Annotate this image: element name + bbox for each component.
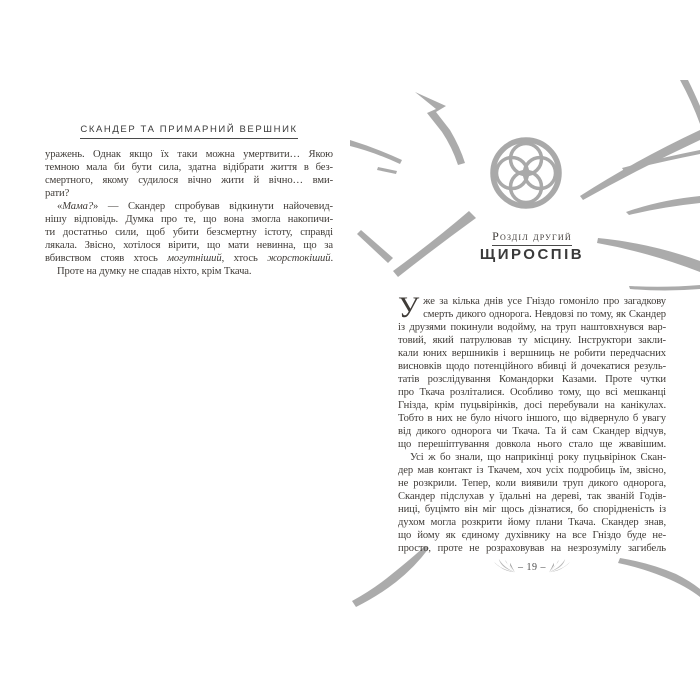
- left-page-body: [45, 148, 333, 278]
- running-header: [45, 124, 333, 139]
- brush-stroke: [415, 92, 465, 165]
- paragraph: [398, 451, 666, 555]
- page-number: – 19 –: [518, 562, 546, 573]
- chapter-title: ЩИРОСПІВ: [479, 246, 585, 263]
- text-line: кали юних вершників і вершниць не робити передчасних: [398, 348, 666, 359]
- left-page: [45, 124, 333, 277]
- paragraph: [45, 200, 333, 265]
- text-line: Тобто в них не було нічого іншого, що відвернуло б увагу: [398, 413, 666, 424]
- right-page: [350, 80, 700, 640]
- text-line: духом могла розкрити йому плани Ткача. Скандер знав,: [398, 517, 666, 528]
- text-line: «Мама?» — Скандер спробував відкинути найочевид-: [57, 201, 333, 212]
- text-line: із друзями покинули водойму, на труп наштовхнувся вар-: [398, 322, 666, 333]
- text-line: уражень. Однак якщо їх таки можна умертвити… Якою: [45, 149, 333, 160]
- text-line: не розкрили. Тепер, коли виявили труп дикого однорога,: [398, 478, 666, 489]
- text-line: же за кілька днів усе Гніздо гомоніло про загадкову: [423, 296, 666, 307]
- text-line: Гнізда, крім пуцьвірінків, досі перебували на канікулах.: [398, 400, 666, 411]
- text-line: дер мав контакт із Ткачем, хоч усіх подробиць їм, звісно,: [398, 465, 666, 476]
- brush-stroke: [352, 546, 429, 607]
- text-line: темною мала би бути сила, здатна відібрати життя в без-: [45, 162, 333, 173]
- text-line: смерть дикого однорога. Невдовзі по тому, як Скандер: [423, 309, 666, 320]
- brush-stroke: [357, 230, 393, 263]
- brush-stroke: [680, 80, 700, 124]
- text-line: вбивством стояв хтось могутніший, хтось жорстокіший.: [45, 253, 333, 264]
- text-line: від дикого однорога чи Ткача. Та й сам Скандер відчув,: [398, 426, 666, 437]
- text-line: ти достатньо сили, щоб убити безсмертну істоту, справді: [45, 227, 333, 238]
- text-line: нішу відповідь. Думка про те, що вона змогла накопичи-: [45, 214, 333, 225]
- chapter-label-row: [398, 227, 666, 246]
- text-line: Скандер підслухав у їдальні на дереві, так званій Годів-: [398, 491, 666, 502]
- paragraph: [45, 148, 333, 200]
- text-line: просто, проте не розраховував на незрозумілу загибель: [398, 543, 666, 554]
- chapter-label: Розділ другий: [492, 229, 572, 246]
- brush-stroke: [377, 167, 397, 174]
- text-line: смертного, якому судилося вічно жити й вічно… вми-: [45, 175, 333, 186]
- text-line: ниці, буцімто він міг щось дізнатися, бо спорідненість із: [398, 504, 666, 515]
- wing-left-icon: [494, 559, 515, 576]
- page-number-row: [398, 559, 666, 576]
- drop-cap: У: [398, 291, 420, 324]
- text-line: висновків щодо потенційного вбивці й дочекатися резуль-: [398, 361, 666, 372]
- text-line: татів розслідування Командорки Казами. Проте чутки: [398, 374, 666, 385]
- wing-right-icon: [549, 559, 570, 576]
- running-header-text: СКАНДЕР ТА ПРИМАРНИЙ ВЕРШНИК: [80, 124, 297, 139]
- text-line: що перешіптування довкола нього стало ще жвавішим.: [398, 439, 666, 450]
- brush-stroke: [629, 285, 700, 291]
- paragraph: [398, 291, 666, 451]
- right-page-body: [398, 291, 666, 555]
- brush-stroke: [350, 140, 402, 164]
- text-line: про Ткача розліталися. Особливо тому, що всі мешканці: [398, 387, 666, 398]
- text-line: товий, який патрулював ту місцину. Інструктори закли-: [398, 335, 666, 346]
- paragraph: [45, 265, 333, 278]
- brush-stroke: [626, 196, 700, 215]
- text-line: лякала. Звісно, хотілося вірити, що мати невинна, що за: [45, 240, 333, 251]
- chapter-emblem-icon: [493, 140, 559, 206]
- text-line: Проте на думку не спадав ніхто, крім Ткача.: [57, 266, 252, 277]
- text-line: рати?: [45, 188, 70, 199]
- text-line: що йому як єдиному духівнику на все Гніздо буде не-: [398, 530, 666, 541]
- text-line: Усі ж бо знали, що наприкінці року пуцьвірінок Скан-: [410, 452, 666, 463]
